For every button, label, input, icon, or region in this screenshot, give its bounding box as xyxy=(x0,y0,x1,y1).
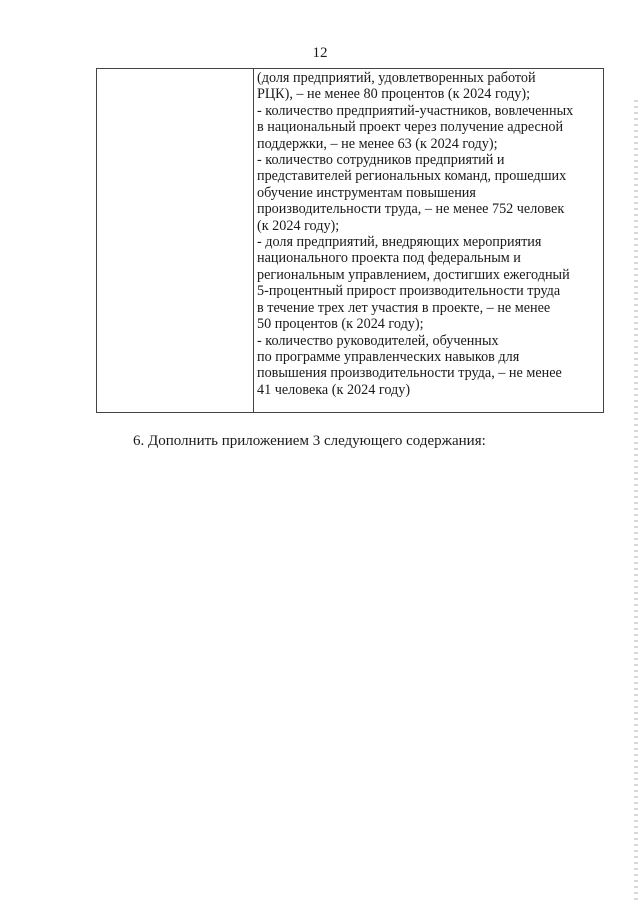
paragraph-6: 6. Дополнить приложением 3 следующего содержания: xyxy=(133,433,486,449)
table-text-line: (к 2024 году); xyxy=(257,217,340,234)
table-text-line: производительности труда, – не менее 752 человек xyxy=(257,201,565,218)
table-text-line: 50 процентов (к 2024 году); xyxy=(257,316,424,333)
table-text-line: РЦК), – не менее 80 процентов (к 2024 году); xyxy=(257,86,531,103)
page-number: 12 xyxy=(312,45,328,61)
table-left-cell xyxy=(97,69,254,412)
table-text-line: - количество руководителей, обученных xyxy=(257,332,499,349)
table-text-line: поддержки, – не менее 63 (к 2024 году); xyxy=(257,135,498,152)
table-text-line: в национальный проект через получение адресной xyxy=(257,119,564,136)
indicators-table xyxy=(96,68,604,413)
table-text-line: региональным управлением, достигших ежегодный xyxy=(257,266,570,283)
table-text-line: повышения производительности труда, – не менее xyxy=(257,365,562,382)
table-text-line: - количество предприятий-участников, вовлеченных xyxy=(257,102,574,119)
scan-edge-strip xyxy=(634,100,638,900)
table-text-line: - количество сотрудников предприятий и xyxy=(257,152,505,169)
table-text-line: представителей региональных команд, прошедших xyxy=(257,168,567,185)
table-text-line: 5-процентный прирост производительности труда xyxy=(257,283,561,300)
table-text-line: - доля предприятий, внедряющих мероприятия xyxy=(257,234,542,251)
table-text-line: в течение трех лет участия в проекте, – не менее xyxy=(257,299,551,316)
table-text-line: 41 человека (к 2024 году) xyxy=(257,381,411,398)
table-text-line: национального проекта под федеральным и xyxy=(257,250,521,267)
table-text-line: (доля предприятий, удовлетворенных работой xyxy=(257,70,536,86)
table-text-line: обучение инструментам повышения xyxy=(257,184,476,201)
table-right-cell xyxy=(254,69,603,412)
table-text-line: по программе управленческих навыков для xyxy=(257,348,520,365)
